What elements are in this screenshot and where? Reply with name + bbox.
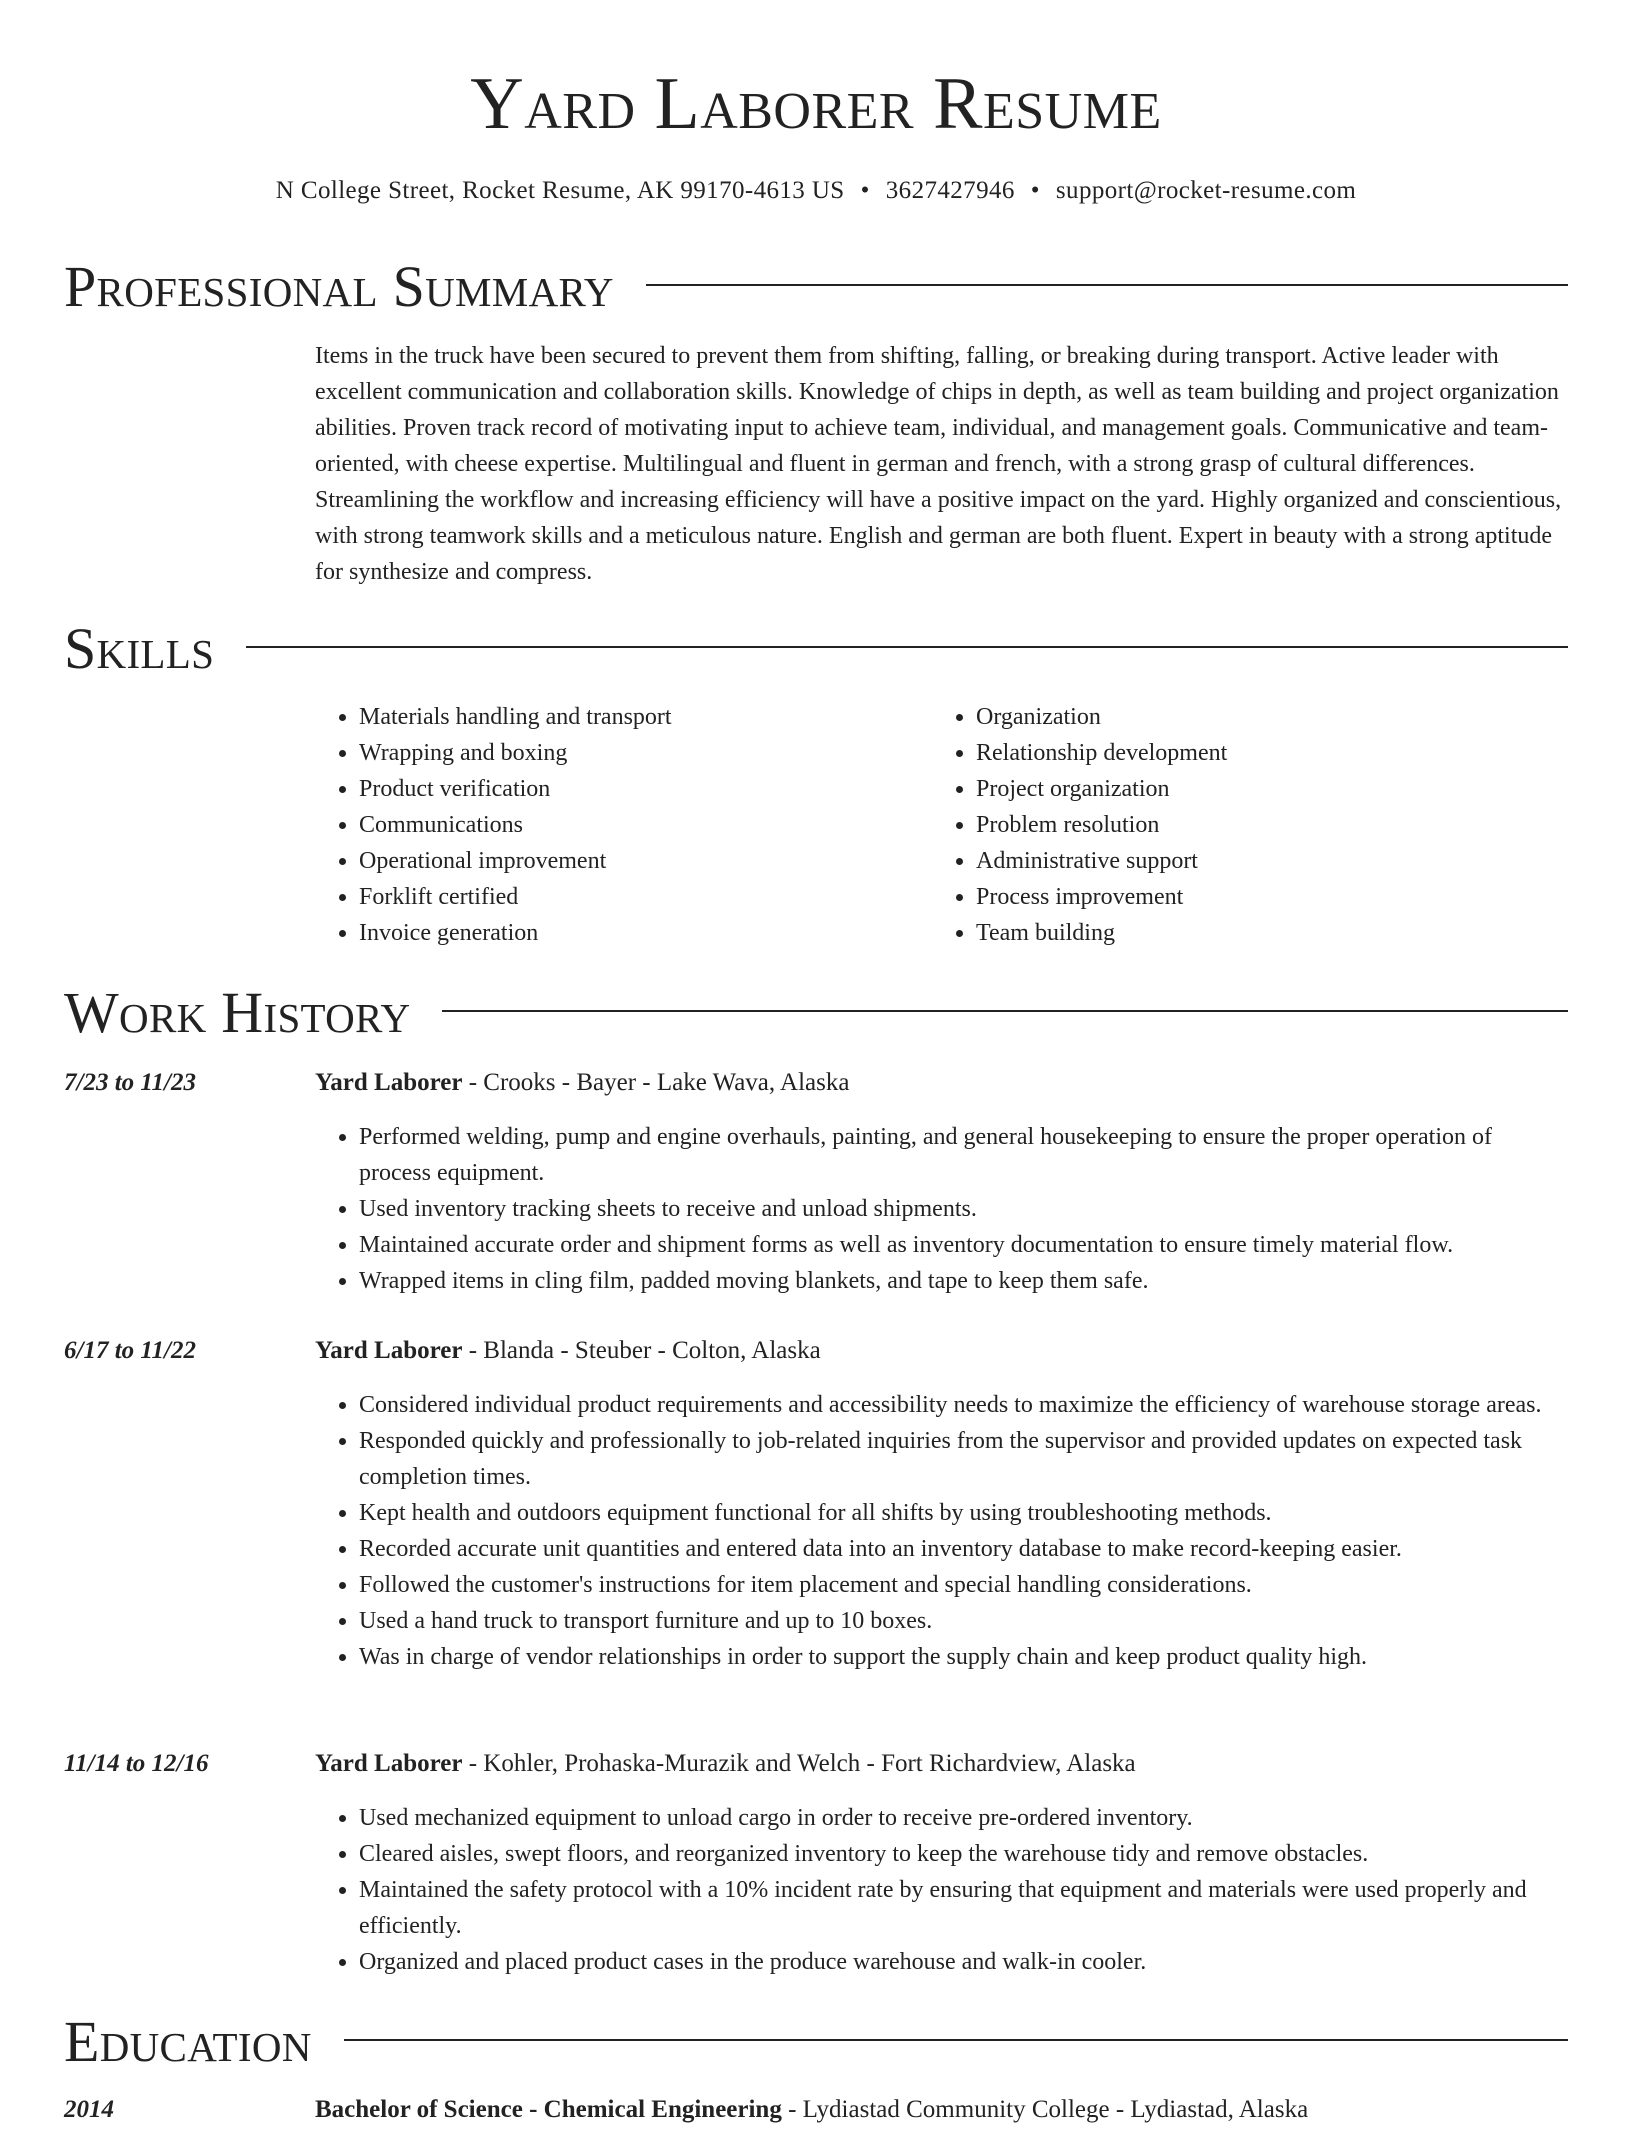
- job-bullet: • Maintained accurate order and shipment forms as well as inventory documentation to ensure timely material flow.: [359, 1227, 1568, 1263]
- summary-text: Items in the truck have been secured to prevent them from shifting, falling, or breaking during transport. Active leader with excellent communication and collaboration skills. Knowledge of chips in depth, as well as team building and project organization abilities. Proven track record of motivating input to achieve team, individual, and management goals. Communicative and team-oriented, with cheese expertise. Multilingual and fluent in german and french, with a strong grasp of cultural differences. Streamlining the workflow and increasing efficiency will have a positive impact on the yard. Highly organized and conscientious, with strong teamwork skills and a meticulous nature. English and german are both fluent. Expert in beauty with a strong aptitude for synthesize and compress.: [315, 343, 1562, 585]
- skill-item: • Organization: [976, 699, 1532, 735]
- job-bullet: • Organized and placed product cases in the produce warehouse and walk-in cooler.: [359, 1944, 1568, 1980]
- skills-right-column: [932, 699, 1532, 951]
- job-role: Yard Laborer: [315, 1069, 463, 1096]
- job-dates: 11/14 to 12/16: [64, 1750, 209, 1777]
- job-heading: [315, 1333, 1568, 1369]
- section-divider: [344, 2039, 1568, 2041]
- skill-item: • Product verification: [359, 771, 915, 807]
- section-divider: [646, 284, 1568, 286]
- contact-email[interactable]: support@rocket-resume.com: [1055, 177, 1357, 204]
- contact-line: [0, 173, 1632, 209]
- summary-heading: Professional Summary: [64, 254, 614, 319]
- job-bullet: • Maintained the safety protocol with a 10% incident rate by ensuring that equipment and materials were used properly and efficiently.: [359, 1872, 1568, 1944]
- job-employer: - Blanda - Steuber - Colton, Alaska: [462, 1337, 821, 1364]
- skill-item: • Relationship development: [976, 735, 1532, 771]
- job-bullet: • Was in charge of vendor relationships in order to support the supply chain and keep product quality high.: [359, 1639, 1568, 1675]
- job-bullet: • Used mechanized equipment to unload cargo in order to receive pre-ordered inventory.: [359, 1800, 1568, 1836]
- job-bullet: • Performed welding, pump and engine overhauls, painting, and general housekeeping to ensure the proper operation of process equipment.: [359, 1119, 1568, 1191]
- job-entry: [315, 1746, 1568, 1980]
- skill-item: • Forklift certified: [359, 879, 915, 915]
- skills-heading: Skills: [64, 616, 215, 681]
- skill-item: • Wrapping and boxing: [359, 735, 915, 771]
- contact-separator: •: [860, 177, 870, 204]
- skills-left-column: [315, 699, 915, 951]
- job-dates: 6/17 to 11/22: [64, 1337, 196, 1364]
- job-employer: - Crooks - Bayer - Lake Wava, Alaska: [462, 1069, 850, 1096]
- job-role: Yard Laborer: [315, 1750, 463, 1777]
- job-bullet: • Recorded accurate unit quantities and entered data into an inventory database to make record-keeping easier.: [359, 1531, 1568, 1567]
- job-heading: [315, 1065, 1568, 1101]
- job-dates: 7/23 to 11/23: [64, 1069, 196, 1096]
- job-bullet: • Cleared aisles, swept floors, and reorganized inventory to keep the warehouse tidy and remove obstacles.: [359, 1836, 1568, 1872]
- job-bullet: • Wrapped items in cling film, padded moving blankets, and tape to keep them safe.: [359, 1263, 1568, 1299]
- education-year: 2014: [64, 2096, 114, 2123]
- job-heading: [315, 1746, 1568, 1782]
- job-bullet: • Followed the customer's instructions for item placement and special handling considerations.: [359, 1567, 1568, 1603]
- job-bullet: • Used a hand truck to transport furniture and up to 10 boxes.: [359, 1603, 1568, 1639]
- contact-phone: 3627427946: [885, 177, 1015, 204]
- skill-item: • Operational improvement: [359, 843, 915, 879]
- skill-item: • Team building: [976, 915, 1532, 951]
- job-entry: [315, 1333, 1568, 1675]
- contact-separator: •: [1030, 177, 1040, 204]
- resume-title: Yard Laborer Resume: [470, 63, 1162, 145]
- summary-section-header: [64, 252, 1568, 322]
- job-employer: - Kohler, Prohaska-Murazik and Welch - Fort Richardview, Alaska: [462, 1750, 1136, 1777]
- education-school: - Lydiastad Community College - Lydiastad, Alaska: [781, 2096, 1309, 2123]
- contact-address: N College Street, Rocket Resume, AK 99170-4613 US: [275, 177, 845, 204]
- summary-body: [315, 338, 1568, 590]
- education-section-header: [64, 2007, 1568, 2077]
- skill-item: • Communications: [359, 807, 915, 843]
- section-divider: [246, 646, 1568, 648]
- education-entry: [315, 2092, 1568, 2146]
- job-bullet: • Considered individual product requirements and accessibility needs to maximize the efficiency of warehouse storage areas.: [359, 1387, 1568, 1423]
- job-bullet: • Responded quickly and professionally to job-related inquiries from the supervisor and provided updates on expected task completion times.: [359, 1423, 1568, 1495]
- education-heading-line: [315, 2092, 1568, 2128]
- skill-item: • Process improvement: [976, 879, 1532, 915]
- job-bullet: • Kept health and outdoors equipment functional for all shifts by using troubleshooting methods.: [359, 1495, 1568, 1531]
- skills-section-header: [64, 614, 1568, 684]
- skill-item: • Invoice generation: [359, 915, 915, 951]
- skill-item: • Problem resolution: [976, 807, 1532, 843]
- work-heading: Work History: [64, 980, 411, 1045]
- section-divider: [442, 1010, 1568, 1012]
- work-section-header: [64, 978, 1568, 1048]
- education-degree: Bachelor of Science - Chemical Engineering: [315, 2096, 782, 2123]
- job-entry: [315, 1065, 1568, 1299]
- job-bullet: • Used inventory tracking sheets to receive and unload shipments.: [359, 1191, 1568, 1227]
- skill-item: • Materials handling and transport: [359, 699, 915, 735]
- skill-item: • Administrative support: [976, 843, 1532, 879]
- skill-item: • Project organization: [976, 771, 1532, 807]
- education-heading: Education: [64, 2009, 312, 2074]
- job-role: Yard Laborer: [315, 1337, 463, 1364]
